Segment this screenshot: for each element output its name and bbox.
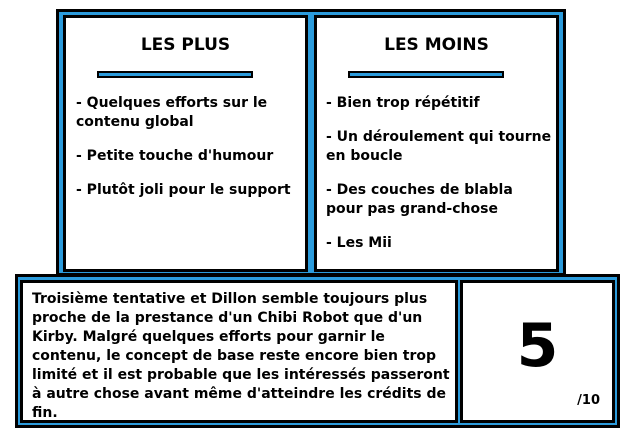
- plus-item: - Plutôt joli pour le support: [76, 182, 291, 198]
- plus-heading: LES PLUS: [140, 35, 231, 55]
- moins-item: - Bien trop répétitif: [326, 95, 480, 111]
- moins-panel: [314, 15, 559, 272]
- score-value: 5: [516, 311, 559, 381]
- plus-list: [76, 94, 301, 215]
- verdict-panel: [20, 280, 458, 423]
- plus-item: - Petite touche d'humour: [76, 148, 274, 164]
- moins-heading-underline: [348, 71, 504, 78]
- score-panel: [460, 280, 615, 423]
- score-scale: /10: [577, 393, 600, 408]
- moins-item: - Des couches de blabla pour pas grand-chose: [326, 182, 513, 217]
- plus-heading-underline: [97, 71, 253, 78]
- moins-item: - Un déroulement qui tourne en boucle: [326, 129, 552, 164]
- moins-heading: LES MOINS: [384, 35, 489, 55]
- plus-item: - Quelques efforts sur le contenu global: [76, 95, 268, 130]
- moins-item: - Les Mii: [326, 235, 392, 251]
- plus-panel: [63, 15, 308, 272]
- verdict-text: Troisième tentative et Dillon semble toujours plus proche de la prestance d'un Chibi Robot que d'un Kirby. Malgré quelques efforts pour garnir le contenu, le concept de base reste encore bien trop limité et il est probable que les intéressés passeront à autre chose avant même d'atteindre les crédits de fin.: [32, 291, 450, 421]
- moins-list: [326, 94, 552, 268]
